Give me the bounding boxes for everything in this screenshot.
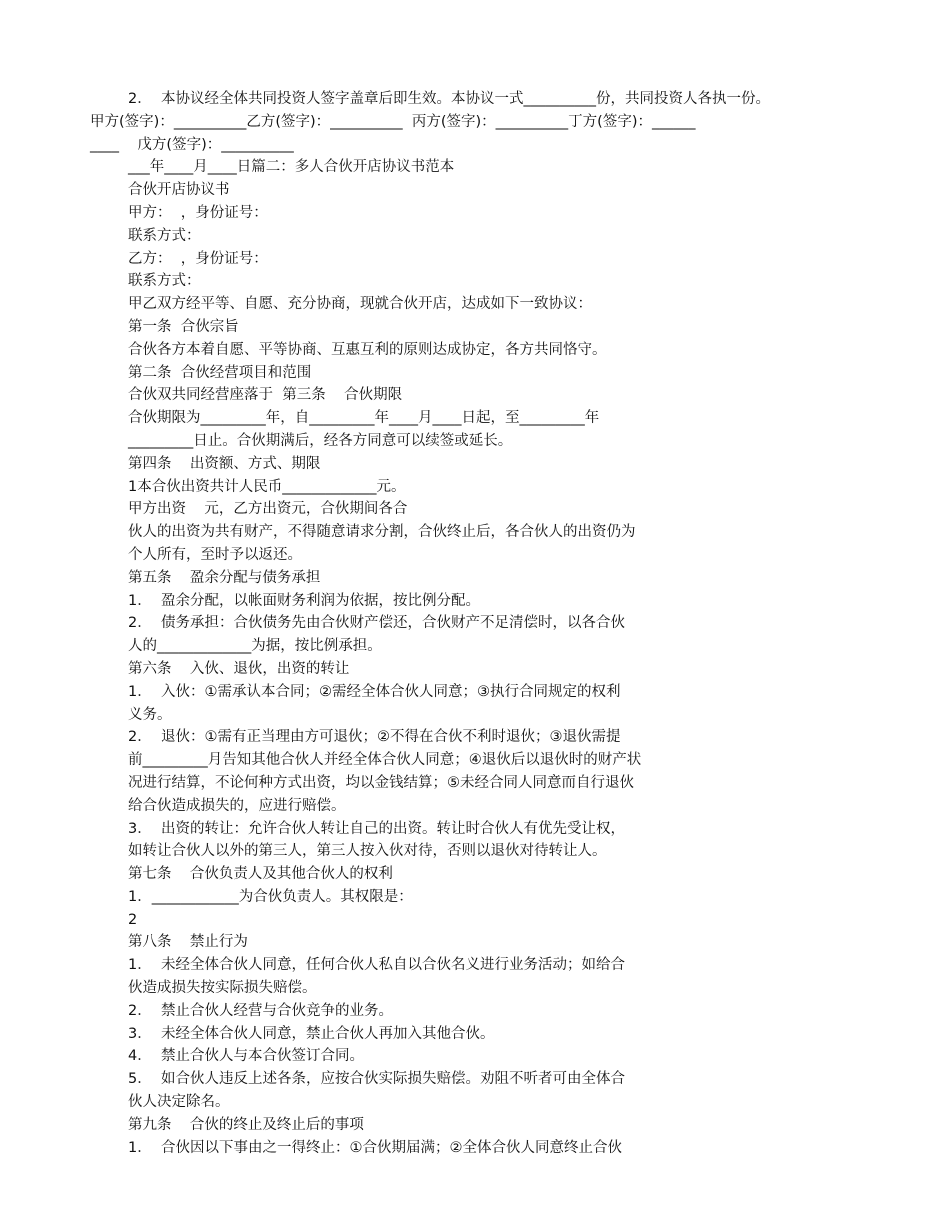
- text-line: 1． 盈余分配，以帐面财务利润为依据，按比例分配。: [128, 592, 480, 609]
- text-line: 伙造成损失按实际损失赔偿。: [128, 980, 317, 997]
- text-line: 4． 禁止合伙人与本合伙签订合同。: [128, 1048, 364, 1065]
- text-line: 联系方式：: [128, 273, 201, 290]
- section-heading: 第一条 合伙宗旨: [128, 318, 239, 335]
- text-line: ___年____月____日篇二：多人合伙开店协议书范本: [128, 159, 455, 176]
- text-line: 2． 债务承担：合伙债务先由合伙财产偿还，合伙财产不足清偿时，以各合伙: [128, 615, 625, 632]
- text-line: 1．____________为合伙负责人。其权限是：: [128, 888, 413, 905]
- text-line: 3． 出资的转让：允许合伙人转让自己的出资。转让时合伙人有优先受让权，: [128, 820, 625, 837]
- text-line: 乙方： ，身份证号：: [128, 250, 268, 267]
- text-line: 况进行结算，不论何种方式出资，均以金钱结算；⑤未经合同人同意而自行退伙: [128, 774, 634, 791]
- section-heading: 第六条 入伙、退伙，出资的转让: [128, 660, 350, 677]
- text-line: 合伙期限为_________年，自_________年____月____日起，至_________年: [128, 410, 600, 427]
- text-line: 5． 如合伙人违反上述各条，应按合伙实际损失赔偿。劝阻不听者可由全体合: [128, 1071, 625, 1088]
- text-line: 合伙双共同经营座落于 第三条 合伙期限: [128, 387, 403, 404]
- text-line: 个人所有，至时予以返还。: [128, 546, 302, 563]
- section-heading: 第七条 合伙负责人及其他合伙人的权利: [128, 866, 393, 883]
- text-line: 甲乙双方经平等、自愿、充分协商，现就合伙开店，达成如下一致协议：: [128, 296, 592, 313]
- text-line: 给合伙造成损失的，应进行赔偿。: [128, 797, 346, 814]
- text-line: 甲方： ，身份证号：: [128, 204, 268, 221]
- text-line: _________日止。合伙期满后，经各方同意可以续签或延长。: [128, 432, 513, 449]
- document-body: [0, 88, 950, 1159]
- text-line: 1． 未经全体合伙人同意，任何合伙人私自以合伙名义进行业务活动；如给合: [128, 957, 625, 974]
- section-heading: 第二条 合伙经营项目和范围: [128, 364, 312, 381]
- text-line: 2: [128, 911, 138, 928]
- text-line: 2． 本协议经全体共同投资人签字盖章后即生效。本协议一式__________份，共同投资人各执一份。: [128, 91, 770, 107]
- text-line: 前_________月告知其他合伙人并经全体合伙人同意；④退伙后以退伙时的财产状: [128, 752, 642, 769]
- text-line: 2． 退伙：①需有正当理由方可退伙；②不得在合伙不利时退伙；③退伙需提: [128, 729, 621, 746]
- document-title: 合伙开店协议书: [128, 182, 230, 199]
- text-line: 联系方式：: [128, 227, 201, 244]
- text-line: 1本合伙出资共计人民币_____________元。: [128, 478, 406, 495]
- text-line: ____ 戊方(签字)：__________: [90, 136, 294, 153]
- section-heading: 第四条 出资额、方式、期限: [128, 455, 321, 472]
- text-line: 2． 禁止合伙人经营与合伙竞争的业务。: [128, 1002, 393, 1019]
- text-line: 合伙各方本着自愿、平等协商、互惠互利的原则达成协定，各方共同恪守。: [128, 341, 607, 358]
- section-heading: 第八条 禁止行为: [128, 934, 248, 951]
- text-line: 如转让合伙人以外的第三人，第三人按入伙对待，否则以退伙对待转让人。: [128, 843, 607, 860]
- text-line: 甲方(签字)：__________乙方(签字)：__________ 丙方(签字)：__________丁方(签字)：______: [90, 113, 696, 130]
- text-line: 1． 合伙因以下事由之一得终止：①合伙期届满；②全体合伙人同意终止合伙: [128, 1139, 622, 1156]
- text-line: 1． 入伙：①需承认本合同；②需经全体合伙人同意；③执行合同规定的权利: [128, 683, 621, 700]
- text-line: 甲方出资 元，乙方出资元，合伙期间各合: [128, 501, 408, 518]
- text-line: 人的_____________为据，按比例承担。: [128, 638, 382, 655]
- section-heading: 第五条 盈余分配与债务承担: [128, 569, 321, 586]
- text-line: 3． 未经全体合伙人同意，禁止合伙人再加入其他合伙。: [128, 1025, 495, 1042]
- section-heading: 第九条 合伙的终止及终止后的事项: [128, 1116, 364, 1133]
- text-line: 伙人的出资为共有财产，不得随意请求分割，合伙终止后，各合伙人的出资仍为: [128, 524, 636, 541]
- text-line: 义务。: [128, 706, 172, 723]
- text-line: 伙人决定除名。: [128, 1094, 230, 1111]
